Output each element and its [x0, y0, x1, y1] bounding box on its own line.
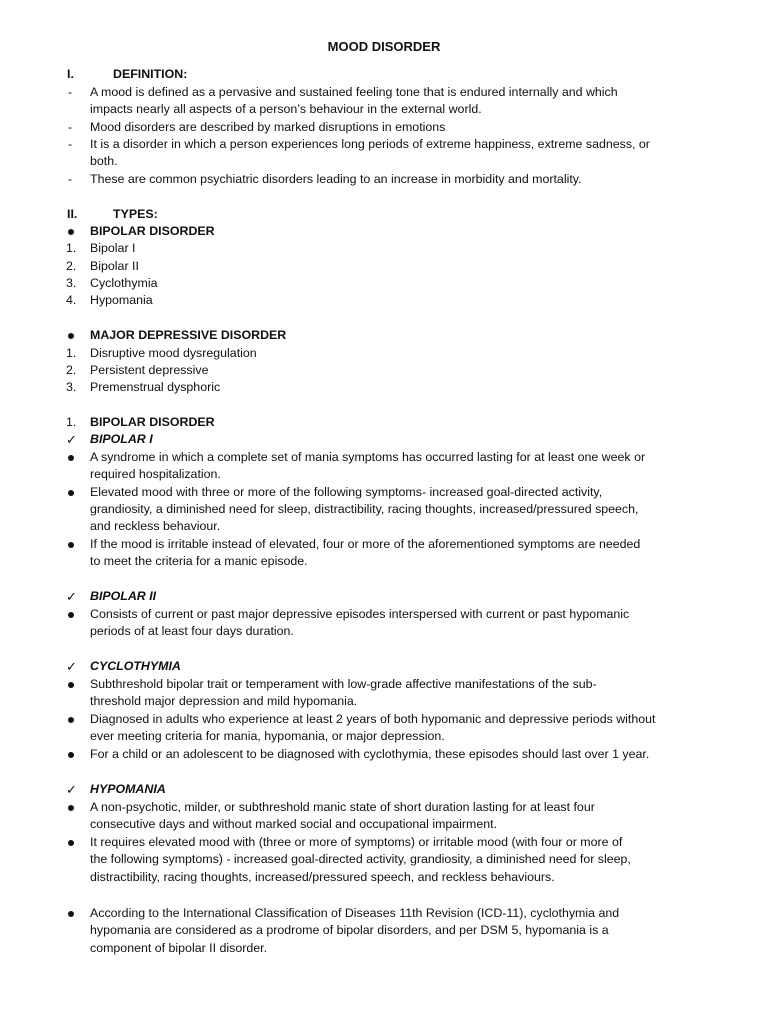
- paragraph-line: ever meeting criteria for mania, hypomania, or major depression.: [90, 729, 445, 743]
- bullet-icon: [68, 682, 74, 688]
- page-title: MOOD DISORDER: [327, 39, 441, 54]
- paragraph-line: A non-psychotic, milder, or subthreshold manic state of short duration lasting for at least four: [90, 800, 595, 814]
- paragraph-line: According to the International Classification of Diseases 11th Revision (ICD-11), cyclothymia and: [90, 906, 620, 920]
- list-item: Persistent depressive: [90, 363, 209, 377]
- section-3-number: 1.: [66, 415, 77, 429]
- dash-marker: -: [68, 172, 73, 186]
- hypomania-heading: HYPOMANIA: [90, 782, 166, 796]
- section-1-heading: DEFINITION:: [113, 67, 188, 81]
- paragraph-line: If the mood is irritable instead of elevated, four or more of the aforementioned symptoms are needed: [90, 537, 641, 551]
- paragraph-line: hypomania are considered as a prodrome of bipolar disorders, and per DSM 5, hypomania is a: [90, 923, 609, 937]
- section-3-heading: BIPOLAR DISORDER: [90, 415, 215, 429]
- check-icon: ✓: [66, 589, 77, 604]
- list-number: 2.: [66, 259, 77, 273]
- paragraph-line: distractibility, racing thoughts, increased/pressured speech, and reckless behaviours.: [90, 870, 555, 884]
- paragraph-line: Consists of current or past major depressive episodes interspersed with current or past hypomanic: [90, 607, 630, 621]
- list-number: 4.: [66, 293, 77, 307]
- bullet-icon: [68, 542, 74, 548]
- section-2-number: II.: [67, 207, 78, 221]
- paragraph-line: required hospitalization.: [90, 467, 221, 481]
- paragraph-line: and reckless behaviour.: [90, 519, 221, 533]
- list-number: 2.: [66, 363, 77, 377]
- paragraph-line: A syndrome in which a complete set of mania symptoms has occurred lasting for at least one week or: [90, 450, 646, 464]
- list-number: 1.: [66, 346, 77, 360]
- bullet-icon: [68, 717, 74, 723]
- paragraph-line: to meet the criteria for a manic episode.: [90, 554, 308, 568]
- section-1-number: I.: [67, 67, 74, 81]
- bullet-icon: [68, 840, 74, 846]
- check-icon: ✓: [66, 659, 77, 674]
- section-2-heading: TYPES:: [113, 207, 158, 221]
- bullet-icon: [68, 805, 74, 811]
- dash-marker: -: [68, 137, 73, 151]
- paragraph-line: Subthreshold bipolar trait or temperament with low-grade affective manifestations of the sub-: [90, 677, 597, 691]
- list-item: Cyclothymia: [90, 276, 158, 290]
- list-item: Disruptive mood dysregulation: [90, 346, 257, 360]
- dash-marker: -: [68, 85, 73, 99]
- paragraph-line: threshold major depression and mild hypomania.: [90, 694, 358, 708]
- list-item: Bipolar II: [90, 259, 139, 273]
- paragraph-line: the following symptoms) - increased goal-directed activity, grandiosity, a diminished need for sleep,: [90, 852, 631, 866]
- dash-marker: -: [68, 120, 73, 134]
- check-icon: ✓: [66, 782, 77, 797]
- paragraph-line: consecutive days and without marked social and occupational impairment.: [90, 817, 498, 831]
- definition-line: both.: [90, 154, 118, 168]
- types-bipolar-heading: BIPOLAR DISORDER: [90, 224, 215, 238]
- bullet-icon: [68, 911, 74, 917]
- definition-line: It is a disorder in which a person experiences long periods of extreme happiness, extreme sadness, or: [90, 137, 650, 151]
- bullet-icon: [68, 333, 74, 339]
- definition-line: A mood is defined as a pervasive and sustained feeling tone that is endured internally and which: [90, 85, 618, 99]
- list-item: Premenstrual dysphoric: [90, 380, 221, 394]
- bullet-icon: [68, 229, 74, 235]
- list-item: Hypomania: [90, 293, 153, 307]
- paragraph-line: grandiosity, a diminished need for sleep, distractibility, racing thoughts, increased/pressured speech,: [90, 502, 639, 516]
- bullet-icon: [68, 612, 74, 618]
- bullet-icon: [68, 490, 74, 496]
- paragraph-line: periods of at least four days duration.: [90, 624, 294, 638]
- check-icon: ✓: [66, 432, 77, 447]
- list-number: 3.: [66, 276, 77, 290]
- bullet-icon: [68, 752, 74, 758]
- cyclothymia-heading: CYCLOTHYMIA: [90, 659, 181, 673]
- definition-line: impacts nearly all aspects of a person’s behaviour in the external world.: [90, 102, 482, 116]
- bipolar-1-heading: BIPOLAR I: [90, 432, 153, 446]
- definition-line: These are common psychiatric disorders leading to an increase in morbidity and mortality.: [90, 172, 582, 186]
- types-mdd-heading: MAJOR DEPRESSIVE DISORDER: [90, 328, 287, 342]
- list-number: 1.: [66, 241, 77, 255]
- paragraph-line: Elevated mood with three or more of the following symptoms- increased goal-directed activity,: [90, 485, 603, 499]
- bipolar-2-heading: BIPOLAR II: [90, 589, 157, 603]
- paragraph-line: Diagnosed in adults who experience at least 2 years of both hypomanic and depressive periods without: [90, 712, 656, 726]
- definition-line: Mood disorders are described by marked disruptions in emotions: [90, 120, 446, 134]
- paragraph-line: It requires elevated mood with (three or more of symptoms) or irritable mood (with four or more of: [90, 835, 623, 849]
- paragraph-line: For a child or an adolescent to be diagnosed with cyclothymia, these episodes should last over 1 year.: [90, 747, 650, 761]
- bullet-icon: [68, 455, 74, 461]
- list-item: Bipolar I: [90, 241, 136, 255]
- list-number: 3.: [66, 380, 77, 394]
- paragraph-line: component of bipolar II disorder.: [90, 941, 268, 955]
